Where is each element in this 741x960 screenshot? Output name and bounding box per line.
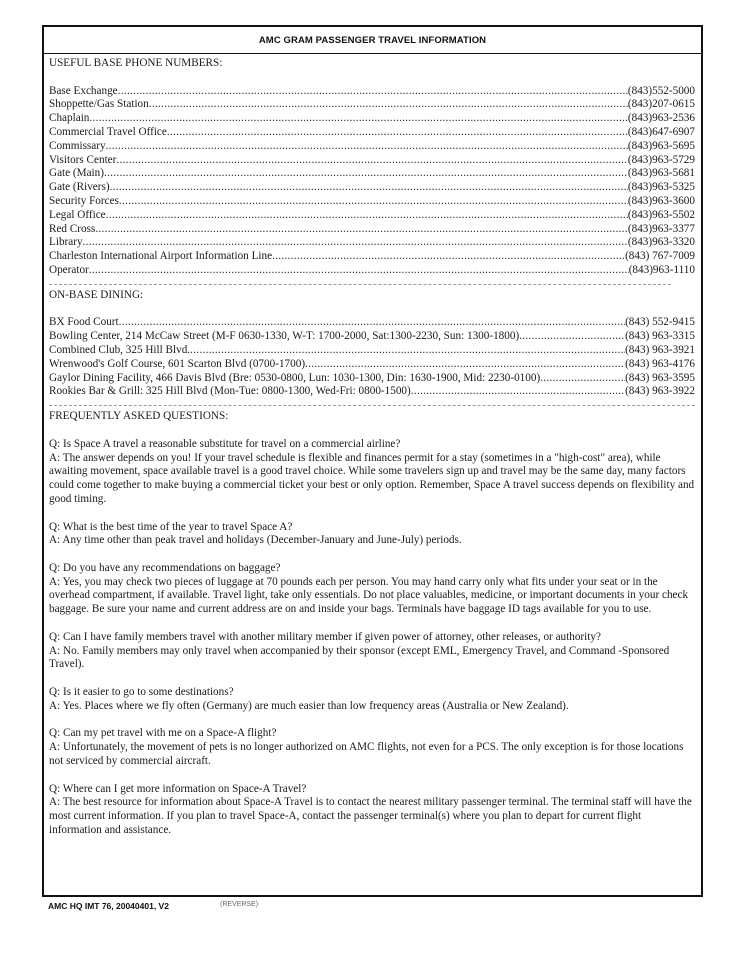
phone-number: (843) 767-7009 <box>625 250 695 263</box>
phone-number: (843)963-1110 <box>628 263 695 276</box>
phone-row <box>49 154 695 168</box>
dining-number: (843) 963-4176 <box>625 357 695 370</box>
faq-question: Q: Where can I get more information on Space-A Travel? <box>49 782 307 795</box>
form-content <box>44 54 701 838</box>
dot-leader <box>89 112 627 126</box>
phone-row <box>49 264 695 278</box>
phone-row <box>49 85 695 99</box>
faq-answer: A: The answer depends on you! If your travel schedule is flexible and finances permit for a stay (sometimes in a "high-cost" area), while awaiting movement, space available travel is a good travel choice. While some travelers sign up and travel may be the same day, many factors could come together to make buying a commercial ticket your best or only option. Remember, Space A travel success depends on flexibility and good timing. <box>49 451 695 505</box>
dot-leader <box>119 195 628 209</box>
dot-leader <box>95 223 628 237</box>
faq-question: Q: Is Space A travel a reasonable substitute for travel on a commercial airline? <box>49 437 401 450</box>
phone-label: Gate (Rivers) <box>49 181 110 194</box>
dot-leader <box>116 154 627 168</box>
dot-leader <box>110 181 628 195</box>
dining-number: (843) 963-3595 <box>625 371 695 384</box>
dot-leader <box>89 264 629 278</box>
phone-number: (843)963-5729 <box>627 153 695 166</box>
phone-row <box>49 126 695 140</box>
faq-list <box>49 438 695 838</box>
phones-heading: USEFUL BASE PHONE NUMBERS: <box>49 57 223 69</box>
dining-label: Rookies Bar & Grill: 325 Hill Blvd (Mon-Tue: 0800-1300, Wed-Fri: 0800-1500) <box>49 385 411 398</box>
dining-row <box>49 330 695 344</box>
dining-heading: ON-BASE DINING: <box>49 288 144 301</box>
phone-row <box>49 181 695 195</box>
phone-number: (843)963-3320 <box>627 236 695 249</box>
phone-label: Chaplain <box>49 112 90 125</box>
faq-answer: A: Yes. Places where we fly often (Germany) are much easier than low frequency areas (Australia or New Zealand). <box>49 699 569 712</box>
dining-row <box>49 358 695 372</box>
phone-row <box>49 209 695 223</box>
phone-number: (843)963-3377 <box>627 222 695 235</box>
form-id: AMC HQ IMT 76, 20040401, V2 <box>48 901 169 911</box>
faq-item <box>49 438 695 507</box>
faq-item <box>49 562 695 617</box>
phone-row <box>49 195 695 209</box>
phone-number: (843)207-0615 <box>627 98 695 111</box>
phone-label: Shoppette/Gas Station <box>49 98 149 111</box>
dot-leader <box>119 316 625 330</box>
dot-leader <box>106 140 628 154</box>
phone-number: (843)647-6907 <box>627 125 695 138</box>
phone-row <box>49 167 695 181</box>
dining-number: (843) 963-3315 <box>625 330 695 343</box>
phone-row <box>49 140 695 154</box>
phone-label: Red Cross <box>49 222 96 235</box>
phone-label: Charleston International Airport Information Line <box>49 250 273 263</box>
dining-label: BX Food Court <box>49 316 119 329</box>
phone-label: Gate (Main) <box>49 167 104 180</box>
faq-question: Q: What is the best time of the year to travel Space A? <box>49 520 293 533</box>
faq-answer: A: Yes, you may check two pieces of luggage at 70 pounds each per person. You may hand carry only what fits under your seat or in the overhead compartment, if available. Travel light, take only essentials. Do not place valuables, medicine, or important documents in your check baggage. Be sure your name and current address are on and inside your bags. Terminals have baggage ID tags available for you to use. <box>49 575 689 616</box>
phone-label: Visitors Center <box>49 153 117 166</box>
phone-list <box>49 85 695 278</box>
dot-leader <box>272 250 625 264</box>
dot-leader <box>106 209 628 223</box>
phone-number: (843)963-5681 <box>627 167 695 180</box>
phone-row <box>49 112 695 126</box>
faq-question: Q: Can I have family members travel with another military member if given power of attorney, other releases, or authority? <box>49 630 601 643</box>
section-divider <box>49 405 695 406</box>
dot-leader <box>167 126 628 140</box>
dot-leader <box>411 385 625 399</box>
dining-row <box>49 344 695 358</box>
faq-item <box>49 686 695 714</box>
phone-label: Operator <box>49 263 89 276</box>
phone-label: Security Forces <box>49 194 119 207</box>
faq-question: Q: Do you have any recommendations on baggage? <box>49 561 281 574</box>
phone-number: (843)963-2536 <box>627 112 695 125</box>
faq-heading: FREQUENTLY ASKED QUESTIONS: <box>49 410 229 423</box>
phone-label: Base Exchange <box>49 84 118 97</box>
phone-number: (843)963-5325 <box>627 181 695 194</box>
phone-number: (843)963-3600 <box>627 194 695 207</box>
phone-label: Commissary <box>49 139 106 152</box>
phone-label: Commercial Travel Office <box>49 125 167 138</box>
dining-row <box>49 372 695 386</box>
dot-leader <box>305 358 625 372</box>
dining-number: (843) 963-3921 <box>625 343 695 356</box>
faq-question: Q: Is it easier to go to some destinations? <box>49 686 234 699</box>
phone-row <box>49 236 695 250</box>
dining-number: (843) 552-9415 <box>625 316 695 329</box>
faq-question: Q: Can my pet travel with me on a Space-A flight? <box>49 727 277 740</box>
faq-answer: A: No. Family members may only travel when accompanied by their sponsor (except EML, Emergency Travel, and Command -Sponsored Travel). <box>49 644 670 671</box>
dot-leader <box>104 167 628 181</box>
dot-leader <box>83 236 628 250</box>
dining-row <box>49 385 695 399</box>
faq-answer: A: Any time other than peak travel and holidays (December-January and June-July) periods. <box>49 534 462 547</box>
form-frame <box>42 25 703 897</box>
section-divider <box>49 284 671 285</box>
phone-row <box>49 98 695 112</box>
faq-answer: A: The best resource for information about Space-A Travel is to contact the nearest military passenger terminal. The terminal staff will have the most current information. If you plan to travel Space-A, contact the passenger terminal(s) where you plan to depart for current flight information and assistance. <box>49 796 692 837</box>
phone-number: (843)963-5502 <box>627 208 695 221</box>
phone-row <box>49 223 695 237</box>
dining-label: Gaylor Dining Facility, 466 Davis Blvd (Bre: 0530-0800, Lun: 1030-1300, Din: 1630-1900, Mid: 2230-0100) <box>49 371 541 384</box>
faq-item <box>49 521 695 549</box>
faq-item <box>49 727 695 768</box>
phone-number: (843)552-5000 <box>627 84 695 97</box>
faq-item <box>49 783 695 838</box>
page-side-label: (REVERSE) <box>220 901 259 908</box>
dot-leader <box>540 372 625 386</box>
phone-label: Legal Office <box>49 208 106 221</box>
dot-leader <box>149 98 628 112</box>
form-title: AMC GRAM PASSENGER TRAVEL INFORMATION <box>44 27 701 54</box>
phone-number: (843)963-5695 <box>627 139 695 152</box>
dining-row <box>49 316 695 330</box>
phone-label: Library <box>49 236 83 249</box>
dining-number: (843) 963-3922 <box>625 385 695 398</box>
faq-answer: A: Unfortunately, the movement of pets is no longer authorized on AMC flights, not even for a PCS. The only exception is for those locations not serviced by commercial aircraft. <box>49 741 684 768</box>
dining-label: Bowling Center, 214 McCaw Street (M-F 0630-1330, W-T: 1700-2000, Sat:1300-2230, Sun: 1300-1800) <box>49 330 520 343</box>
dining-list <box>49 316 695 399</box>
faq-item <box>49 631 695 672</box>
dining-label: Wrenwood's Golf Course, 601 Scarton Blvd (0700-1700) <box>49 357 306 370</box>
dot-leader <box>190 344 625 358</box>
phone-row <box>49 250 695 264</box>
dining-label: Combined Club, 325 Hill Blvd. <box>49 343 191 356</box>
dot-leader <box>118 85 628 99</box>
dot-leader <box>519 330 625 344</box>
